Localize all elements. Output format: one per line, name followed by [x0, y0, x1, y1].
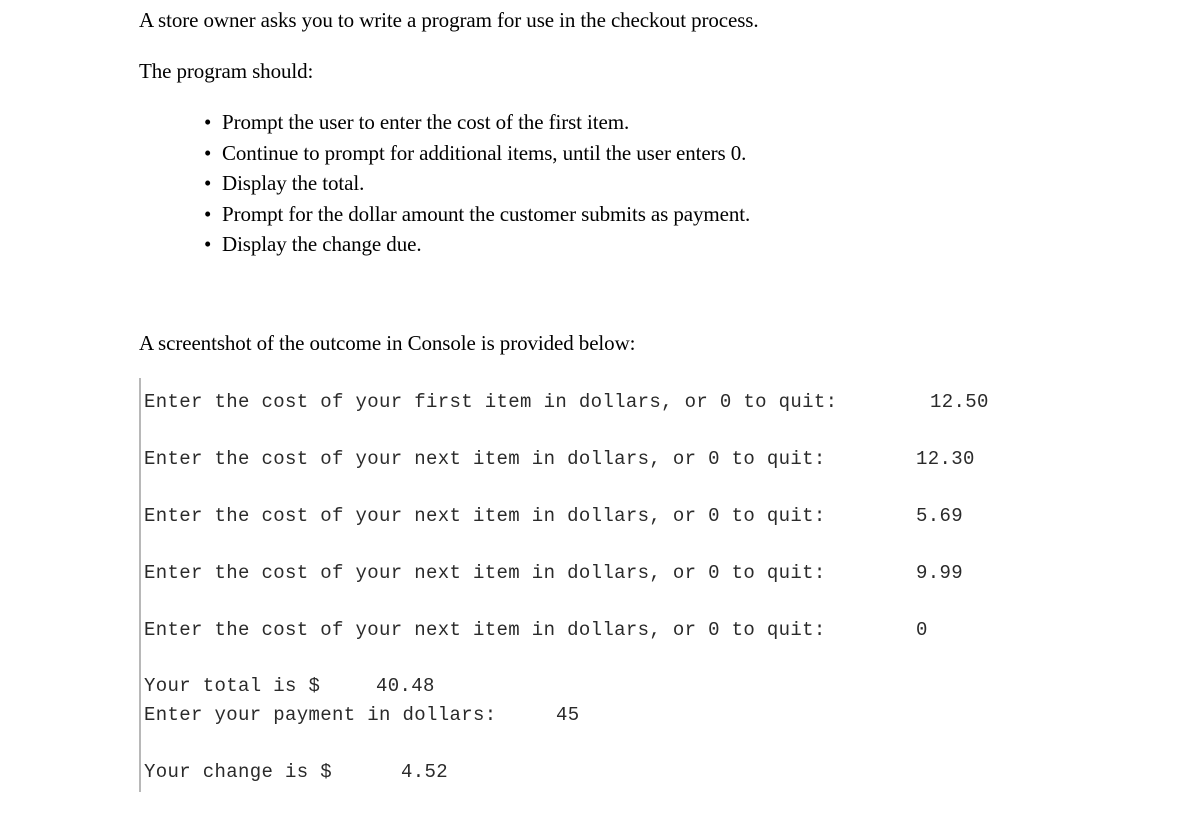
- console-payment-prompt: Enter your payment in dollars:: [144, 704, 497, 726]
- console-next-value: 9.99: [916, 562, 964, 584]
- console-total-label: Your total is $: [144, 675, 321, 697]
- intro-paragraph: A store owner asks you to write a program for use in the checkout process.: [139, 8, 759, 32]
- screenshot-caption: A screentshot of the outcome in Console is provided below:: [139, 331, 636, 355]
- console-next-prompt: Enter the cost of your next item in dollars, or 0 to quit:: [144, 505, 826, 527]
- requirements-list: [204, 107, 750, 260]
- console-payment-value: 45: [556, 704, 580, 726]
- console-total-value: 40.48: [376, 675, 435, 697]
- console-next-value: 5.69: [916, 505, 964, 527]
- requirement-item: [204, 138, 750, 169]
- bullet-icon: •: [204, 140, 212, 165]
- console-first-value: 12.50: [930, 391, 989, 413]
- console-change-value: 4.52: [401, 761, 449, 783]
- requirement-item: [204, 199, 750, 230]
- requirement-text: Display the total.: [222, 171, 365, 195]
- console-next-value: 0: [916, 619, 928, 641]
- console-next-prompt: Enter the cost of your next item in dollars, or 0 to quit:: [144, 448, 826, 470]
- requirement-item: [204, 229, 750, 260]
- program-heading: The program should:: [139, 59, 314, 83]
- bullet-icon: •: [204, 232, 212, 256]
- bullet-icon: •: [204, 201, 212, 226]
- console-output: [139, 378, 1039, 792]
- console-next-prompt: Enter the cost of your next item in dollars, or 0 to quit:: [144, 619, 826, 641]
- requirement-text: Continue to prompt for additional items, until the user enters 0.: [222, 140, 747, 165]
- console-next-value: 12.30: [916, 448, 975, 470]
- requirement-item: [204, 107, 750, 138]
- requirement-text: Display the change due.: [222, 232, 422, 256]
- console-first-prompt: Enter the cost of your first item in dollars, or 0 to quit:: [144, 391, 838, 413]
- bullet-icon: •: [204, 110, 212, 134]
- bullet-icon: •: [204, 171, 212, 195]
- console-next-prompt: Enter the cost of your next item in dollars, or 0 to quit:: [144, 562, 826, 584]
- requirement-text: Prompt for the dollar amount the customer submits as payment.: [222, 201, 751, 226]
- requirement-item: [204, 168, 750, 199]
- requirement-text: Prompt the user to enter the cost of the first item.: [222, 110, 630, 134]
- console-change-label: Your change is $: [144, 761, 333, 783]
